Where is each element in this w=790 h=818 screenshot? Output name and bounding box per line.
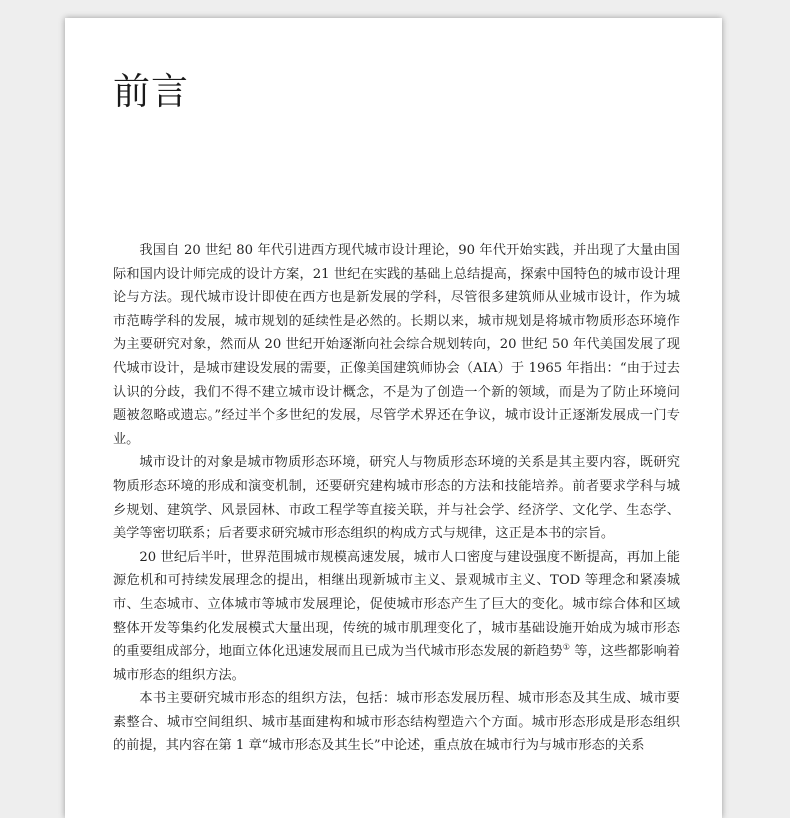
document-body xyxy=(113,239,680,758)
footnote-marker[interactable]: ① xyxy=(562,642,570,652)
document-page xyxy=(65,18,722,818)
paragraph-1: 我国自 20 世纪 80 年代引进西方现代城市设计理论，90 年代开始实践，并出现了大量由国际和国内设计师完成的设计方案，21 世纪在实践的基础上总结提高，探索中国特色的城市设计理论与方法。现代城市设计即使在西方也是新发展的学科，尽管很多建筑师从业城市设计，作为城市范畴学科的发展，城市规划的延续性是必然的。长期以来，城市规划是将城市物质形态环境作为主要研究对象，然而从 20 世纪开始逐渐向社会综合规划转向，20 世纪 50 年代美国发展了现代城市设计，是城市建设发展的需要，正像美国建筑师协会（AIA）于 1965 年指出：“由于过去认识的分歧，我们不得不建立城市设计概念，不是为了创造一个新的领域，而是为了防止环境问题被忽略或遗忘。”经过半个多世纪的发展，尽管学术界还在争议，城市设计正逐渐发展成一门专业。 xyxy=(113,243,680,447)
paragraph-4: 本书主要研究城市形态的组织方法，包括：城市形态发展历程、城市形态及其生成、城市要素整合、城市空间组织、城市基面建构和城市形态结构塑造六个方面。城市形态形成是形态组织的前提，其内容在第 1 章“城市形态及其生长”中论述，重点放在城市行为与城市形态的关系 xyxy=(113,691,680,754)
paragraph-3-text-after: 等，这些都影响着城市形态的组织方法。 xyxy=(113,644,681,683)
paragraph-3 xyxy=(113,546,680,688)
page-title: 前言 xyxy=(113,70,189,113)
paragraph-2: 城市设计的对象是城市物质形态环境，研究人与物质形态环境的关系是其主要内容，既研究物质形态环境的形成和演变机制，还要研究建构城市形态的方法和技能培养。前者要求学科与城乡规划、建筑学、风景园林、市政工程学等直接关联，并与社会学、经济学、文化学、生态学、美学等密切联系；后者要求研究城市形态组织的构成方式与规律，这正是本书的宗旨。 xyxy=(113,455,680,542)
paragraph-3-text: 20 世纪后半叶，世界范围城市规模高速发展，城市人口密度与建设强度不断提高，再加上能源危机和可持续发展理念的提出，相继出现新城市主义、景观城市主义、TOD 等理念和紧凑城市、生态城市、立体城市等城市发展理论，促使城市形态产生了巨大的变化。城市综合体和区域整体开发等集约化发展模式大量出现，传统的城市肌理变化了，城市基础设施开始成为城市形态的重要组成部分，地面立体化迅速发展而且已成为当代城市形态发展的新趋势 xyxy=(113,549,680,660)
